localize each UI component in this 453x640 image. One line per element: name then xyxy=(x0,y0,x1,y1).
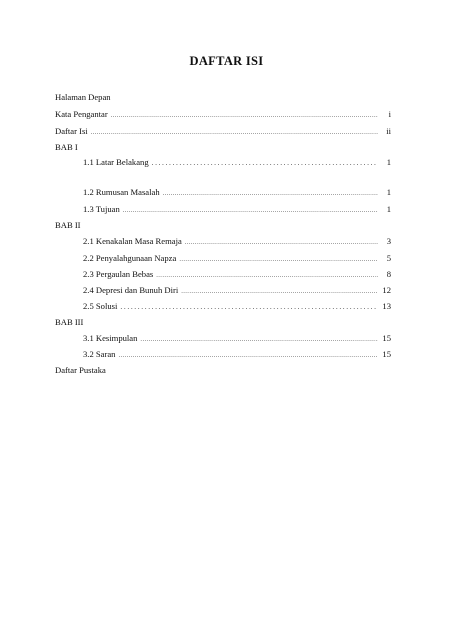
dot-leader xyxy=(163,188,378,199)
toc-label: 2.5 Solusi xyxy=(83,301,118,311)
dot-leader xyxy=(156,270,378,281)
toc-page-number: 8 xyxy=(386,269,391,279)
toc-page-number: i xyxy=(388,109,391,119)
dot-leader xyxy=(179,254,378,265)
toc-page-number: 13 xyxy=(382,301,391,311)
toc-entry-kata-pengantar xyxy=(55,109,391,121)
toc-entry-1-2 xyxy=(83,187,391,199)
toc-page-number: 3 xyxy=(386,236,391,246)
toc-entry-2-3 xyxy=(83,269,391,281)
toc-page-number: 1 xyxy=(386,204,391,214)
dot-leader xyxy=(185,237,378,248)
toc-page-number: 15 xyxy=(382,349,391,359)
toc-label: BAB III xyxy=(55,317,84,327)
dot-leader xyxy=(120,301,378,312)
toc-page-number: 1 xyxy=(386,187,391,197)
toc-entry-2-1 xyxy=(83,236,391,248)
dot-leader xyxy=(91,127,378,138)
toc-chapter-bab-1 xyxy=(55,142,78,153)
toc-entry-3-1 xyxy=(83,333,391,345)
toc-entry-1-1 xyxy=(83,157,391,168)
toc-label: 3.1 Kesimpulan xyxy=(83,333,138,343)
dot-leader xyxy=(123,205,378,216)
toc-page-number: 1 xyxy=(386,157,391,167)
toc-label: 1.2 Rumusan Masalah xyxy=(83,187,160,197)
page-title: DAFTAR ISI xyxy=(189,54,264,68)
toc-entry-daftar-isi xyxy=(55,126,391,138)
toc-page-number: ii xyxy=(386,126,391,136)
toc-entry-1-3 xyxy=(83,204,391,216)
dot-leader xyxy=(181,286,378,297)
toc-label: Kata Pengantar xyxy=(55,109,108,119)
toc-label: 3.2 Saran xyxy=(83,349,116,359)
toc-label: 2.4 Depresi dan Bunuh Diri xyxy=(83,285,179,295)
toc-label: BAB I xyxy=(55,142,78,152)
toc-label: 1.1 Latar Belakang xyxy=(83,157,149,167)
toc-entry-halaman-depan xyxy=(55,92,111,103)
toc-label: 2.3 Pergaulan Bebas xyxy=(83,269,154,279)
dot-leader xyxy=(111,110,378,121)
toc-label: BAB II xyxy=(55,220,81,230)
dot-leader xyxy=(140,334,378,345)
toc-label: 2.1 Kenakalan Masa Remaja xyxy=(83,236,182,246)
toc-label: Halaman Depan xyxy=(55,92,111,102)
toc-label: 1.3 Tujuan xyxy=(83,204,120,214)
toc-entry-3-2 xyxy=(83,349,391,361)
toc-entry-2-4 xyxy=(83,285,391,297)
toc-entry-2-2 xyxy=(83,253,391,265)
toc-label: 2.2 Penyalahgunaan Napza xyxy=(83,253,177,263)
toc-page-number: 15 xyxy=(382,333,391,343)
toc-page-number: 5 xyxy=(386,253,391,263)
toc-entry-daftar-pustaka xyxy=(55,365,106,376)
toc-chapter-bab-2 xyxy=(55,220,81,231)
toc-label: Daftar Isi xyxy=(55,126,88,136)
dot-leader xyxy=(118,350,378,361)
toc-chapter-bab-3 xyxy=(55,317,83,328)
toc-page-number: 12 xyxy=(382,285,391,295)
toc-entry-2-5 xyxy=(83,301,391,312)
dot-leader xyxy=(152,157,378,168)
toc-label: Daftar Pustaka xyxy=(55,365,106,375)
